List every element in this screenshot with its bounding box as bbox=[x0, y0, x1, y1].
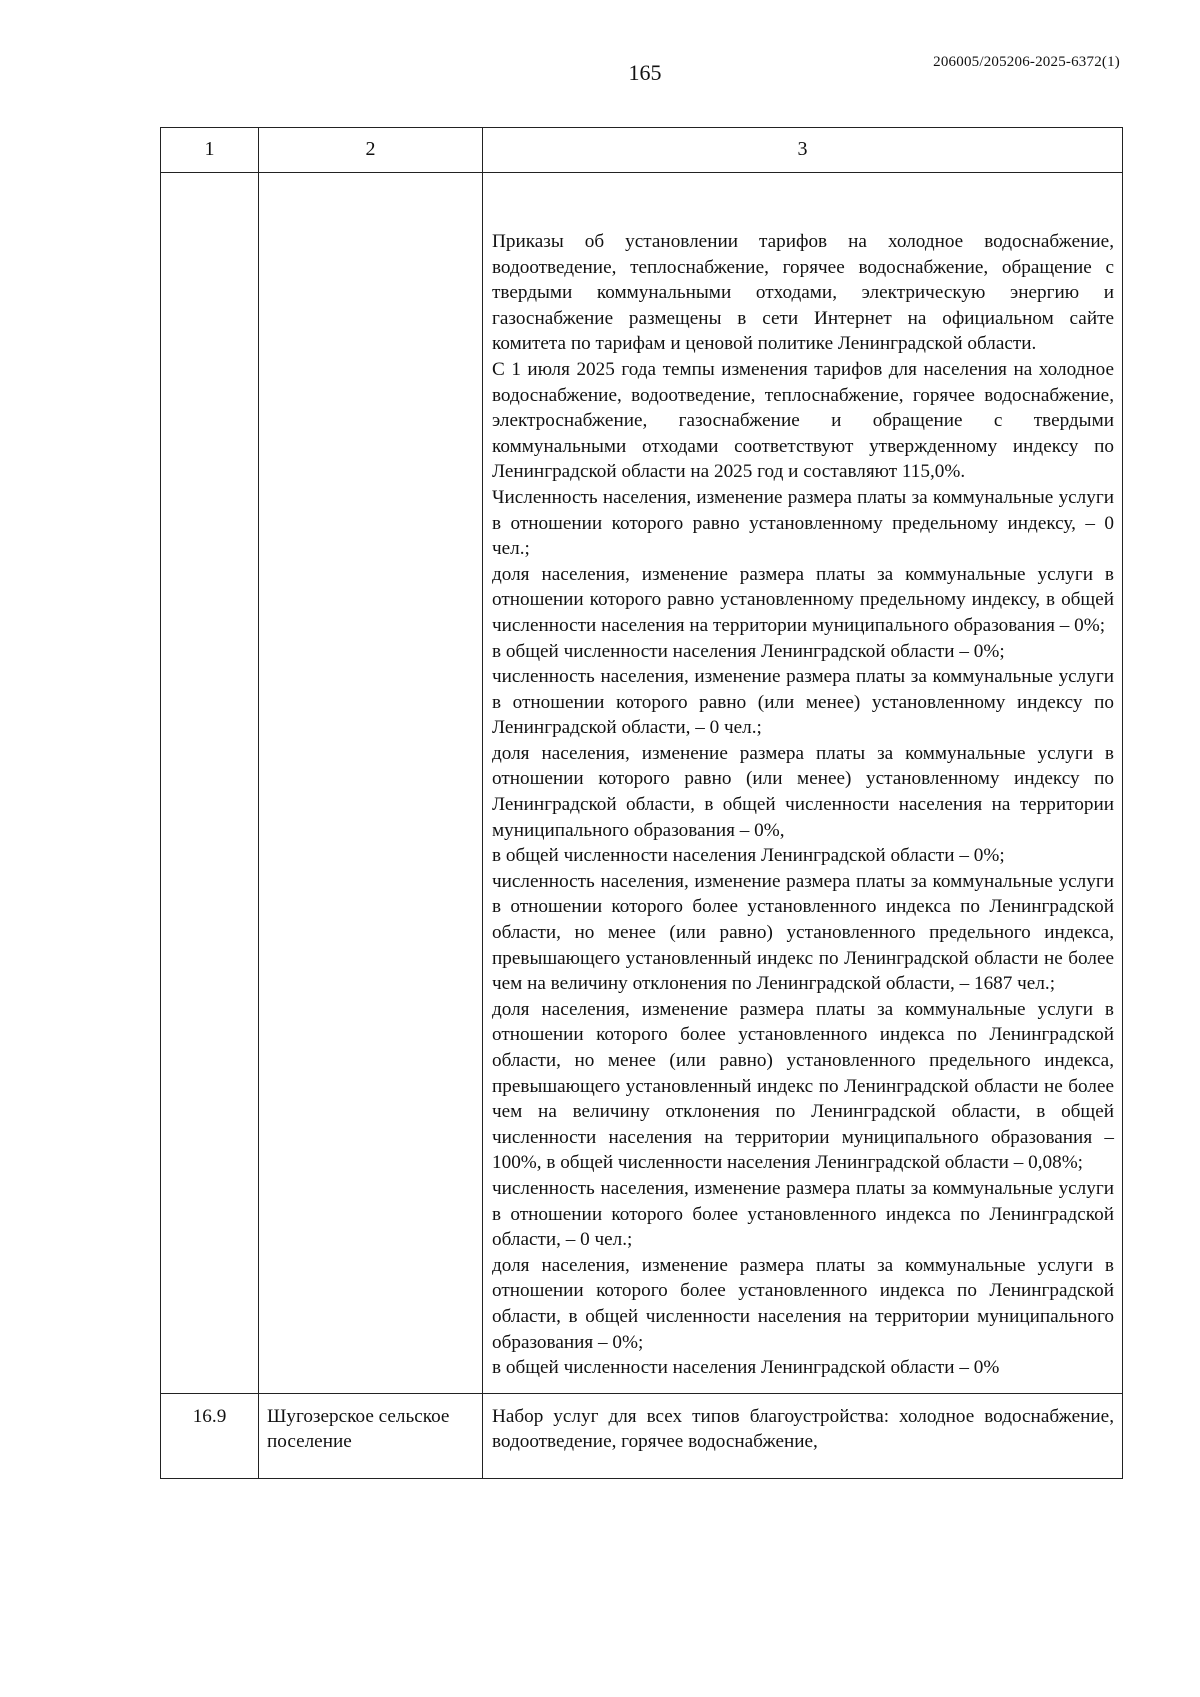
continued-row-name-cell bbox=[259, 173, 483, 1394]
continued-row-number-cell bbox=[161, 173, 259, 1394]
paragraph-population-limit-index: Численность населения, изменение размера платы за коммунальные услуги в отношении которого равно установленному предельному индексу, – 0 чел.; bbox=[492, 486, 1114, 560]
services-text-cell: Набор услуг для всех типов благоустройства: холодное водоснабжение, водоотведение, горячее водоснабжение, bbox=[483, 1393, 1123, 1478]
paragraph-share-within-deviation: доля населения, изменение размера платы за коммунальные услуги в отношении которого более установленного индекса по Ленинградской области, но менее (или равно) установленного предельного индекса, превышающего установленный индекс по Ленинградской области не более чем на величину отклонения по Ленинградской области, в общей численности населения на территории муниципального образования – 100%, в общей численности населения Ленинградской области – 0,08%; bbox=[492, 998, 1114, 1174]
paragraph-share-region-above-index: в общей численности населения Ленинградской области – 0% bbox=[492, 1357, 1000, 1379]
tariff-table bbox=[160, 127, 1123, 1479]
paragraph-population-equal-or-less: численность населения, изменение размера платы за коммунальные услуги в отношении которого равно (или менее) установленному индексу по Ленинградской области, – 0 чел.; bbox=[492, 666, 1114, 739]
paragraph-population-within-deviation: численность населения, изменение размера платы за коммунальные услуги в отношении которого более установленного индекса по Ленинградской области, но менее (или равно) установленного предельного индекса, превышающего установленный индекс по Ленинградской области не более чем на величину отклонения по Ленинградской области, – 1687 чел.; bbox=[492, 870, 1114, 995]
column-header-2: 2 bbox=[259, 128, 483, 173]
page-number: 165 bbox=[628, 60, 662, 85]
paragraph-share-region-limit-index: в общей численности населения Ленинградской области – 0%; bbox=[492, 640, 1005, 662]
row-number-cell: 16.9 bbox=[161, 1393, 259, 1478]
paragraph-share-equal-or-less: доля населения, изменение размера платы за коммунальные услуги в отношении которого равно (или менее) установленному индексу по Ленинградской области, в общей численности населения на территории муниципального образования – 0%, bbox=[492, 742, 1114, 841]
paragraph-tariff-rates: С 1 июля 2025 года темпы изменения тарифов для населения на холодное водоснабжение, водоотведение, теплоснабжение, горячее водоснабжение, электроснабжение, газоснабжение и обращение с твердыми коммунальными отходами соответствуют утвержденному индексу по Ленинградской области на 2025 год и составляют 115,0%. bbox=[492, 358, 1114, 483]
paragraph-tariff-orders: Приказы об установлении тарифов на холодное водоснабжение, водоотведение, теплоснабжение, горячее водоснабжение, обращение с твердыми коммунальными отходами, электрическую энергию и газоснабжение размещены в сети Интернет на официальном сайте комитета по тарифам и ценовой политике Ленинградской области. bbox=[492, 231, 1114, 355]
column-header-1: 1 bbox=[161, 128, 259, 173]
paragraph-share-limit-index: доля населения, изменение размера платы за коммунальные услуги в отношении которого равно установленному предельному индексу, в общей численности населения на территории муниципального образования – 0%; bbox=[492, 563, 1114, 636]
table-header-row bbox=[161, 128, 1123, 173]
table-row-continued bbox=[161, 173, 1123, 1394]
paragraph-share-region-equal-or-less: в общей численности населения Ленинградской области – 0%; bbox=[492, 845, 1005, 867]
settlement-name-cell: Шугозерское сельское поселение bbox=[259, 1393, 483, 1478]
table-row-16-9 bbox=[161, 1393, 1123, 1478]
paragraph-share-above-index: доля населения, изменение размера платы за коммунальные услуги в отношении которого более установленного индекса по Ленинградской области, в общей численности населения на территории муниципального образования – 0%; bbox=[492, 1254, 1114, 1353]
paragraph-population-above-index: численность населения, изменение размера платы за коммунальные услуги в отношении которого более установленного индекса по Ленинградской области, – 0 чел.; bbox=[492, 1177, 1114, 1251]
continued-row-text-cell bbox=[483, 173, 1123, 1394]
column-header-3: 3 bbox=[483, 128, 1123, 173]
document-id: 206005/205206-2025-6372(1) bbox=[933, 54, 1120, 70]
